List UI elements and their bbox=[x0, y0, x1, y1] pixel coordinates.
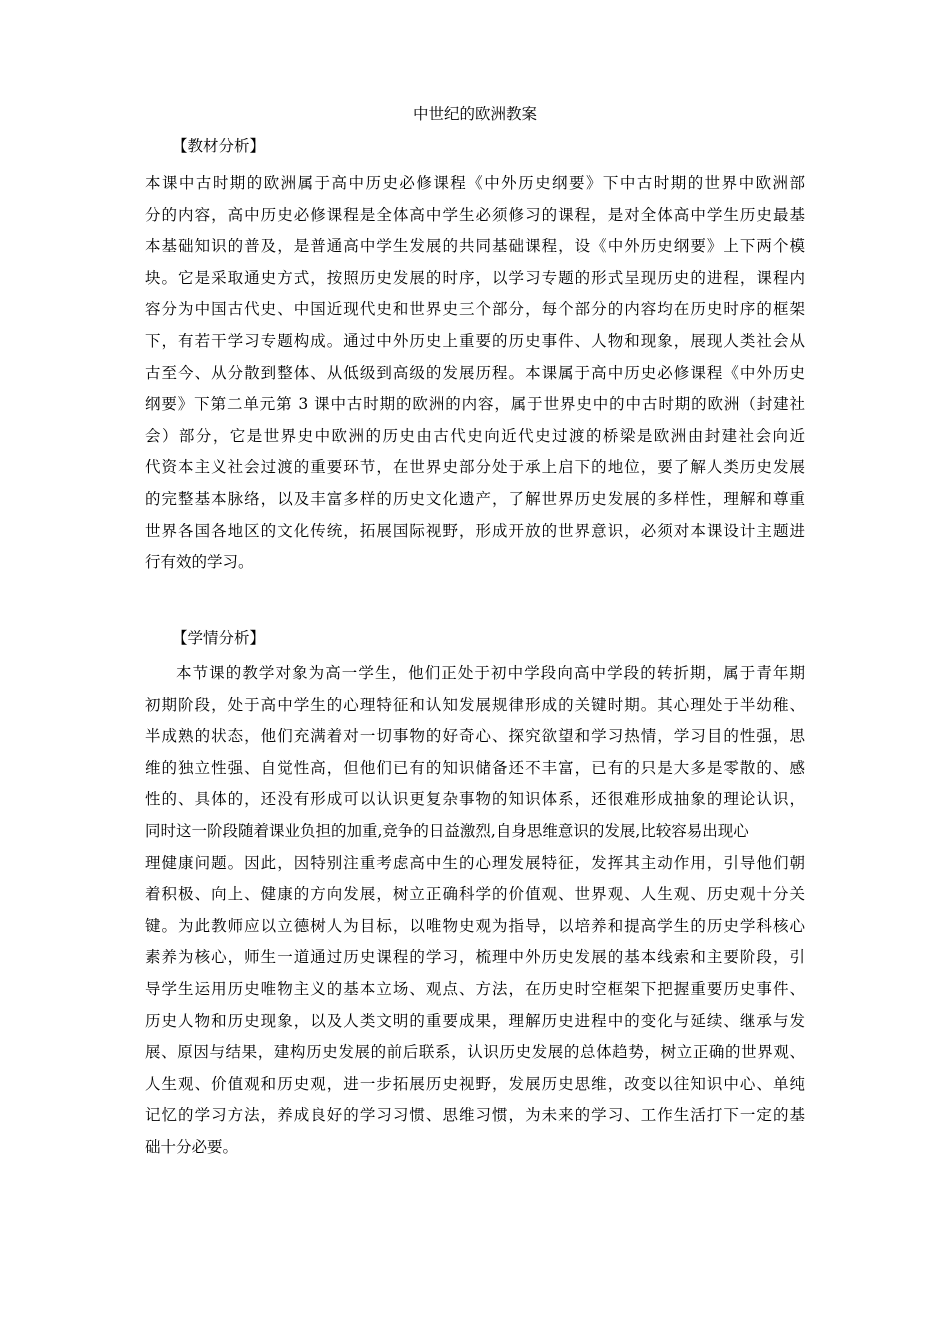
text-line: 素养为核心，师生一道通过历史课程的学习，梳理中外历史发展的基本线索和主要阶段，引 bbox=[145, 948, 805, 967]
text-line: 下，有若干学习专题构成。通过中外历史上重要的历史事件、人物和现象，展现人类社会从 bbox=[145, 331, 805, 350]
text-line: 展、原因与结果，建构历史发展的前后联系，认识历史发展的总体趋势，树立正确的世界观、 bbox=[145, 1043, 805, 1062]
text-line: 记忆的学习方法，养成良好的学习习惯、思维习惯，为未来的学习、工作生活打下一定的基 bbox=[145, 1106, 805, 1125]
text-line: 同时这一阶段随着课业负担的加重,竞争的日益激烈,自身思维意识的发展,比较容易出现心 bbox=[145, 821, 749, 840]
section-heading-textbook-analysis: 【教材分析】 bbox=[172, 137, 266, 155]
text-line: 本课中古时期的欧洲属于高中历史必修课程《中外历史纲要》下中古时期的世界中欧洲部 bbox=[145, 174, 805, 192]
text-line: 导学生运用历史唯物主义的基本立场、观点、方法，在历史时空框架下把握重要历史事件、 bbox=[145, 979, 805, 998]
text-line: 着积极、向上、健康的方向发展，树立正确科学的价值观、世界观、人生观、历史观十分关 bbox=[145, 885, 805, 904]
text-line: 人生观、价值观和历史观，进一步拓展历史视野，发展历史思维，改变以往知识中心、单纯 bbox=[145, 1074, 805, 1093]
text-line: 分的内容，高中历史必修课程是全体高中学生必须修习的课程，是对全体高中学生历史最基 bbox=[145, 205, 805, 224]
text-line: 维的独立性强、自觉性高，但他们已有的知识储备还不丰富，已有的只是大多是零散的、感 bbox=[145, 758, 805, 777]
text-line: 础十分必要。 bbox=[145, 1137, 239, 1156]
text-line: 块。它是采取通史方式，按照历史发展的时序，以学习专题的形式呈现历史的进程，课程内 bbox=[145, 268, 805, 287]
text-line: 键。为此教师应以立德树人为目标，以唯物史观为指导，以培养和提高学生的历史学科核心 bbox=[145, 916, 805, 935]
text-line: 会）部分，它是世界史中欧洲的历史由古代史向近代史过渡的桥梁是欧洲由封建社会向近 bbox=[145, 426, 805, 445]
text-line: 的完整基本脉络，以及丰富多样的历史文化遗产，了解世界历史发展的多样性，理解和尊重 bbox=[145, 489, 805, 508]
text-line: 本基础知识的普及，是普通高中学生发展的共同基础课程，设《中外历史纲要》上下两个模 bbox=[145, 237, 805, 256]
section-heading-learner-analysis: 【学情分析】 bbox=[172, 629, 266, 647]
text-line: 代资本主义社会过渡的重要环节，在世界史部分处于承上启下的地位，要了解人类历史发展 bbox=[145, 458, 805, 477]
paragraph-learner-analysis bbox=[145, 658, 805, 1164]
text-line: 古至今、从分散到整体、从低级到高级的发展历程。本课属于高中历史必修课程《中外历史 bbox=[145, 363, 805, 382]
paragraph-textbook-analysis bbox=[145, 168, 805, 579]
document-title: 中世纪的欧洲教案 bbox=[412, 105, 537, 123]
text-line: 初期阶段，处于高中学生的心理特征和认知发展规律形成的关键时期。其心理处于半幼稚、 bbox=[145, 695, 805, 714]
text-line: 半成熟的状态，他们充满着对一切事物的好奇心、探究欲望和学习热情，学习目的性强，思 bbox=[145, 727, 805, 746]
text-line: 纲要》下第二单元第 3 课中古时期的欧洲的内容，属于世界史中的中古时期的欧洲（封建社 bbox=[145, 395, 805, 414]
text-line: 理健康问题。因此，因特别注重考虑高中生的心理发展特征，发挥其主动作用，引导他们朝 bbox=[145, 853, 805, 872]
text-line: 历史人物和历史现象，以及人类文明的重要成果，理解历史进程中的变化与延续、继承与发 bbox=[145, 1011, 805, 1030]
text-line: 性的、具体的，还没有形成可以认识更复杂事物的知识体系，还很难形成抽象的理论认识， bbox=[145, 790, 805, 809]
text-line: 本节课的教学对象为高一学生，他们正处于初中学段向高中学段的转折期，属于青年期 bbox=[176, 664, 805, 682]
text-line: 容分为中国古代史、中国近现代史和世界史三个部分，每个部分的内容均在历史时序的框架 bbox=[145, 300, 805, 319]
text-line: 世界各国各地区的文化传统，拓展国际视野，形成开放的世界意识，必须对本课设计主题进 bbox=[145, 521, 805, 540]
text-line: 行有效的学习。 bbox=[145, 553, 254, 572]
